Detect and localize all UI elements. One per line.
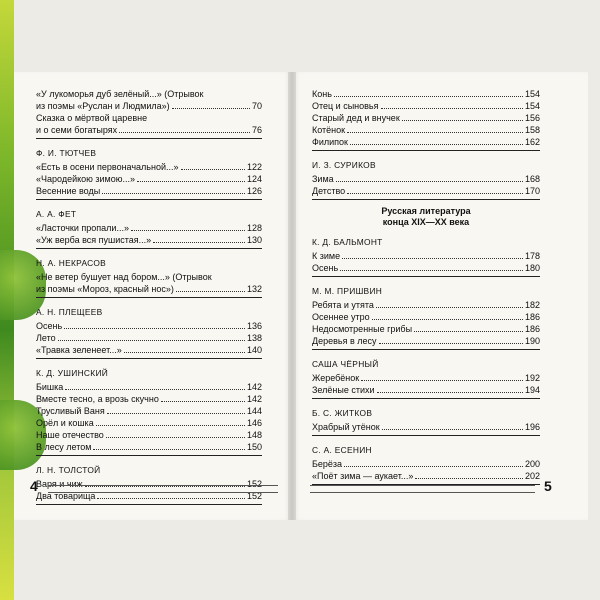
entry-title: «Чародейкою зимою...» (36, 174, 136, 184)
toc-entry[interactable] (312, 136, 540, 148)
leader-dots (379, 343, 523, 344)
author-heading: К. Д. БАЛЬМОНТ (312, 237, 383, 247)
toc-section (36, 365, 262, 456)
entry-title: Осень (312, 263, 339, 273)
toc-section (312, 283, 540, 350)
author-heading: С. А. ЕСЕНИН (312, 445, 372, 455)
toc-entry[interactable] (36, 393, 262, 405)
entry-page-number: 136 (246, 321, 262, 331)
page-number-rule-left (48, 485, 278, 493)
leader-dots (347, 132, 523, 133)
entry-page-number: 142 (246, 394, 262, 404)
entry-page-number: 178 (524, 251, 540, 261)
toc-section (312, 405, 540, 436)
toc-entry[interactable] (312, 112, 540, 124)
leader-dots (414, 331, 523, 332)
entry-title: Детство (312, 186, 346, 196)
toc-entry[interactable] (36, 344, 262, 356)
leader-dots (415, 478, 523, 479)
toc-entry[interactable] (312, 335, 540, 347)
entry-title: «Не ветер бушует над бором...» (Отрывок (36, 272, 212, 282)
toc-entry[interactable] (36, 381, 262, 393)
leader-dots (340, 270, 523, 271)
toc-entry[interactable] (36, 405, 262, 417)
leader-dots (344, 466, 523, 467)
entry-page-number: 126 (246, 186, 262, 196)
leader-dots (107, 413, 245, 414)
toc-entry[interactable] (36, 429, 262, 441)
leader-dots (181, 169, 245, 170)
toc-entry[interactable] (312, 250, 540, 262)
toc-section (312, 442, 540, 485)
entry-page-number: 124 (246, 174, 262, 184)
toc-section (36, 88, 262, 139)
section-title (312, 206, 540, 228)
entry-title: «Уж верба вся пушистая...» (36, 235, 152, 245)
leader-dots (137, 181, 245, 182)
toc-entry[interactable] (36, 185, 262, 197)
entry-title: «Травка зеленеет...» (36, 345, 122, 355)
entry-page-number: 152 (246, 479, 262, 489)
entry-page-number: 156 (524, 113, 540, 123)
entry-title: Берёза (312, 459, 343, 469)
right-toc-column (312, 88, 540, 491)
toc-entry[interactable] (312, 173, 540, 185)
entry-title: Отец и сыновья (312, 101, 379, 111)
book-gutter (288, 72, 296, 520)
toc-entry[interactable] (36, 441, 262, 453)
entry-page-number: 76 (251, 125, 262, 135)
toc-entry[interactable] (312, 100, 540, 112)
leader-dots (106, 437, 245, 438)
entry-page-number: 192 (524, 373, 540, 383)
toc-section (312, 356, 540, 399)
author-heading: И. З. СУРИКОВ (312, 160, 376, 170)
toc-entry[interactable] (312, 124, 540, 136)
entry-page-number: 128 (246, 223, 262, 233)
entry-title: Жеребёнок (312, 373, 360, 383)
entry-page-number: 186 (524, 324, 540, 334)
leader-dots (161, 401, 245, 402)
leader-dots (377, 392, 523, 393)
page-number-right: 5 (544, 478, 552, 494)
leader-dots (97, 498, 245, 499)
entry-title: Ребята и утята (312, 300, 374, 310)
author-heading: Л. Н. ТОЛСТОЙ (36, 465, 101, 475)
toc-entry[interactable] (312, 311, 540, 323)
leader-dots (382, 429, 523, 430)
leader-dots (172, 108, 250, 109)
entry-page-number: 154 (524, 89, 540, 99)
entry-title: Старый дед и внучек (312, 113, 400, 123)
toc-entry[interactable] (36, 320, 262, 332)
author-heading: А. А. ФЕТ (36, 209, 77, 219)
toc-entry[interactable] (36, 124, 262, 136)
toc-section (36, 255, 262, 298)
entry-page-number: 182 (524, 300, 540, 310)
leader-dots (334, 96, 523, 97)
entry-title: Недосмотренные грибы (312, 324, 413, 334)
entry-title: Зима (312, 174, 334, 184)
leader-dots (376, 307, 523, 308)
toc-entry[interactable] (36, 283, 262, 295)
leader-dots (119, 132, 250, 133)
toc-entry[interactable] (312, 372, 540, 384)
leader-dots (96, 425, 245, 426)
leader-dots (336, 181, 523, 182)
toc-section (36, 304, 262, 359)
toc-entry[interactable] (312, 458, 540, 470)
entry-page-number: 122 (246, 162, 262, 172)
toc-entry[interactable] (312, 185, 540, 197)
entry-page-number: 190 (524, 336, 540, 346)
page-number-rule-right (310, 485, 535, 493)
toc-section (36, 462, 262, 505)
entry-title: Осеннее утро (312, 312, 370, 322)
leader-dots (402, 120, 523, 121)
entry-page-number: 130 (246, 235, 262, 245)
toc-entry[interactable] (36, 112, 262, 124)
entry-page-number: 186 (524, 312, 540, 322)
entry-page-number: 142 (246, 382, 262, 392)
entry-page-number: 200 (524, 459, 540, 469)
entry-title: Деревья в лесу (312, 336, 377, 346)
leader-dots (153, 242, 245, 243)
toc-entry[interactable] (312, 384, 540, 396)
leader-dots (65, 389, 245, 390)
section-title-line: Русская литература (381, 206, 471, 216)
author-heading: САША ЧЁРНЫЙ (312, 359, 379, 369)
toc-entry[interactable] (36, 161, 262, 173)
entry-title: Храбрый утёнок (312, 422, 380, 432)
leader-dots (342, 258, 523, 259)
entry-page-number: 148 (246, 430, 262, 440)
author-heading: Ф. И. ТЮТЧЕВ (36, 148, 97, 158)
toc-entry[interactable] (312, 299, 540, 311)
toc-entry[interactable] (312, 323, 540, 335)
entry-page-number: 152 (246, 491, 262, 501)
toc-entry[interactable] (312, 262, 540, 274)
entry-page-number: 150 (246, 442, 262, 452)
entry-title: Вместе тесно, а врозь скучно (36, 394, 159, 404)
author-heading: М. М. ПРИШВИН (312, 286, 383, 296)
author-heading: К. Д. УШИНСКИЙ (36, 368, 109, 378)
entry-title: Весенние воды (36, 186, 101, 196)
left-toc-column (36, 88, 262, 511)
entry-page-number: 154 (524, 101, 540, 111)
toc-section (36, 145, 262, 200)
entry-title: Осень (36, 321, 63, 331)
leader-dots (350, 144, 523, 145)
leader-dots (361, 380, 523, 381)
toc-entry[interactable] (36, 271, 262, 283)
section-title-line: конца XIX—XX века (382, 217, 470, 227)
toc-entry[interactable] (36, 222, 262, 234)
leader-dots (372, 319, 523, 320)
entry-page-number: 162 (524, 137, 540, 147)
leader-dots (176, 291, 245, 292)
toc-entry[interactable] (36, 234, 262, 246)
entry-page-number: 158 (524, 125, 540, 135)
entry-page-number: 196 (524, 422, 540, 432)
entry-title: Наше отечество (36, 430, 104, 440)
entry-title: «Ласточки пропали...» (36, 223, 129, 233)
entry-page-number: 132 (246, 284, 262, 294)
entry-page-number: 70 (251, 101, 262, 111)
page-number-left: 4 (30, 478, 38, 494)
leader-dots (93, 449, 245, 450)
entry-title: «Поёт зима — аукает...» (312, 471, 414, 481)
entry-page-number: 138 (246, 333, 262, 343)
leader-dots (58, 340, 245, 341)
entry-title: из поэмы «Мороз, красный нос») (36, 284, 174, 294)
entry-title: Лето (36, 333, 56, 343)
entry-title: Бишка (36, 382, 64, 392)
entry-title: и о семи богатырях (36, 125, 118, 135)
entry-title: Филипок (312, 137, 348, 147)
author-heading: Б. С. ЖИТКОВ (312, 408, 373, 418)
entry-page-number: 202 (524, 471, 540, 481)
entry-title: Два товарища (36, 491, 96, 501)
entry-title: Котёнок (312, 125, 346, 135)
entry-page-number: 146 (246, 418, 262, 428)
entry-title: «Есть в осени первоначальной...» (36, 162, 179, 172)
entry-title: Трусливый Ваня (36, 406, 105, 416)
toc-entry[interactable] (36, 332, 262, 344)
entry-title: Орёл и кошка (36, 418, 94, 428)
entry-title: В лесу летом (36, 442, 92, 452)
entry-title: Зелёные стихи (312, 385, 375, 395)
entry-page-number: 140 (246, 345, 262, 355)
toc-entry[interactable] (36, 100, 262, 112)
toc-section (36, 206, 262, 249)
leader-dots (64, 328, 245, 329)
entry-title: из поэмы «Руслан и Людмила») (36, 101, 170, 111)
entry-page-number: 168 (524, 174, 540, 184)
entry-title: К зиме (312, 251, 341, 261)
toc-entry[interactable] (36, 417, 262, 429)
toc-entry[interactable] (312, 421, 540, 433)
leader-dots (131, 230, 245, 231)
leader-dots (347, 193, 523, 194)
entry-title: Варя и чиж (36, 479, 83, 489)
leader-dots (124, 352, 245, 353)
author-heading: А. Н. ПЛЕЩЕЕВ (36, 307, 103, 317)
toc-entry[interactable] (312, 470, 540, 482)
entry-page-number: 144 (246, 406, 262, 416)
toc-section (312, 88, 540, 151)
author-heading: Н. А. НЕКРАСОВ (36, 258, 107, 268)
toc-section (312, 234, 540, 277)
entry-page-number: 194 (524, 385, 540, 395)
toc-entry[interactable] (36, 88, 262, 100)
leader-dots (102, 193, 245, 194)
entry-page-number: 170 (524, 186, 540, 196)
entry-title: Конь (312, 89, 332, 99)
entry-page-number: 180 (524, 263, 540, 273)
toc-entry[interactable] (36, 173, 262, 185)
leader-dots (381, 108, 523, 109)
toc-entry[interactable] (312, 88, 540, 100)
entry-title: «У лукоморья дуб зелёный...» (Отрывок (36, 89, 204, 99)
toc-section (312, 157, 540, 200)
entry-title: Сказка о мёртвой царевне (36, 113, 148, 123)
